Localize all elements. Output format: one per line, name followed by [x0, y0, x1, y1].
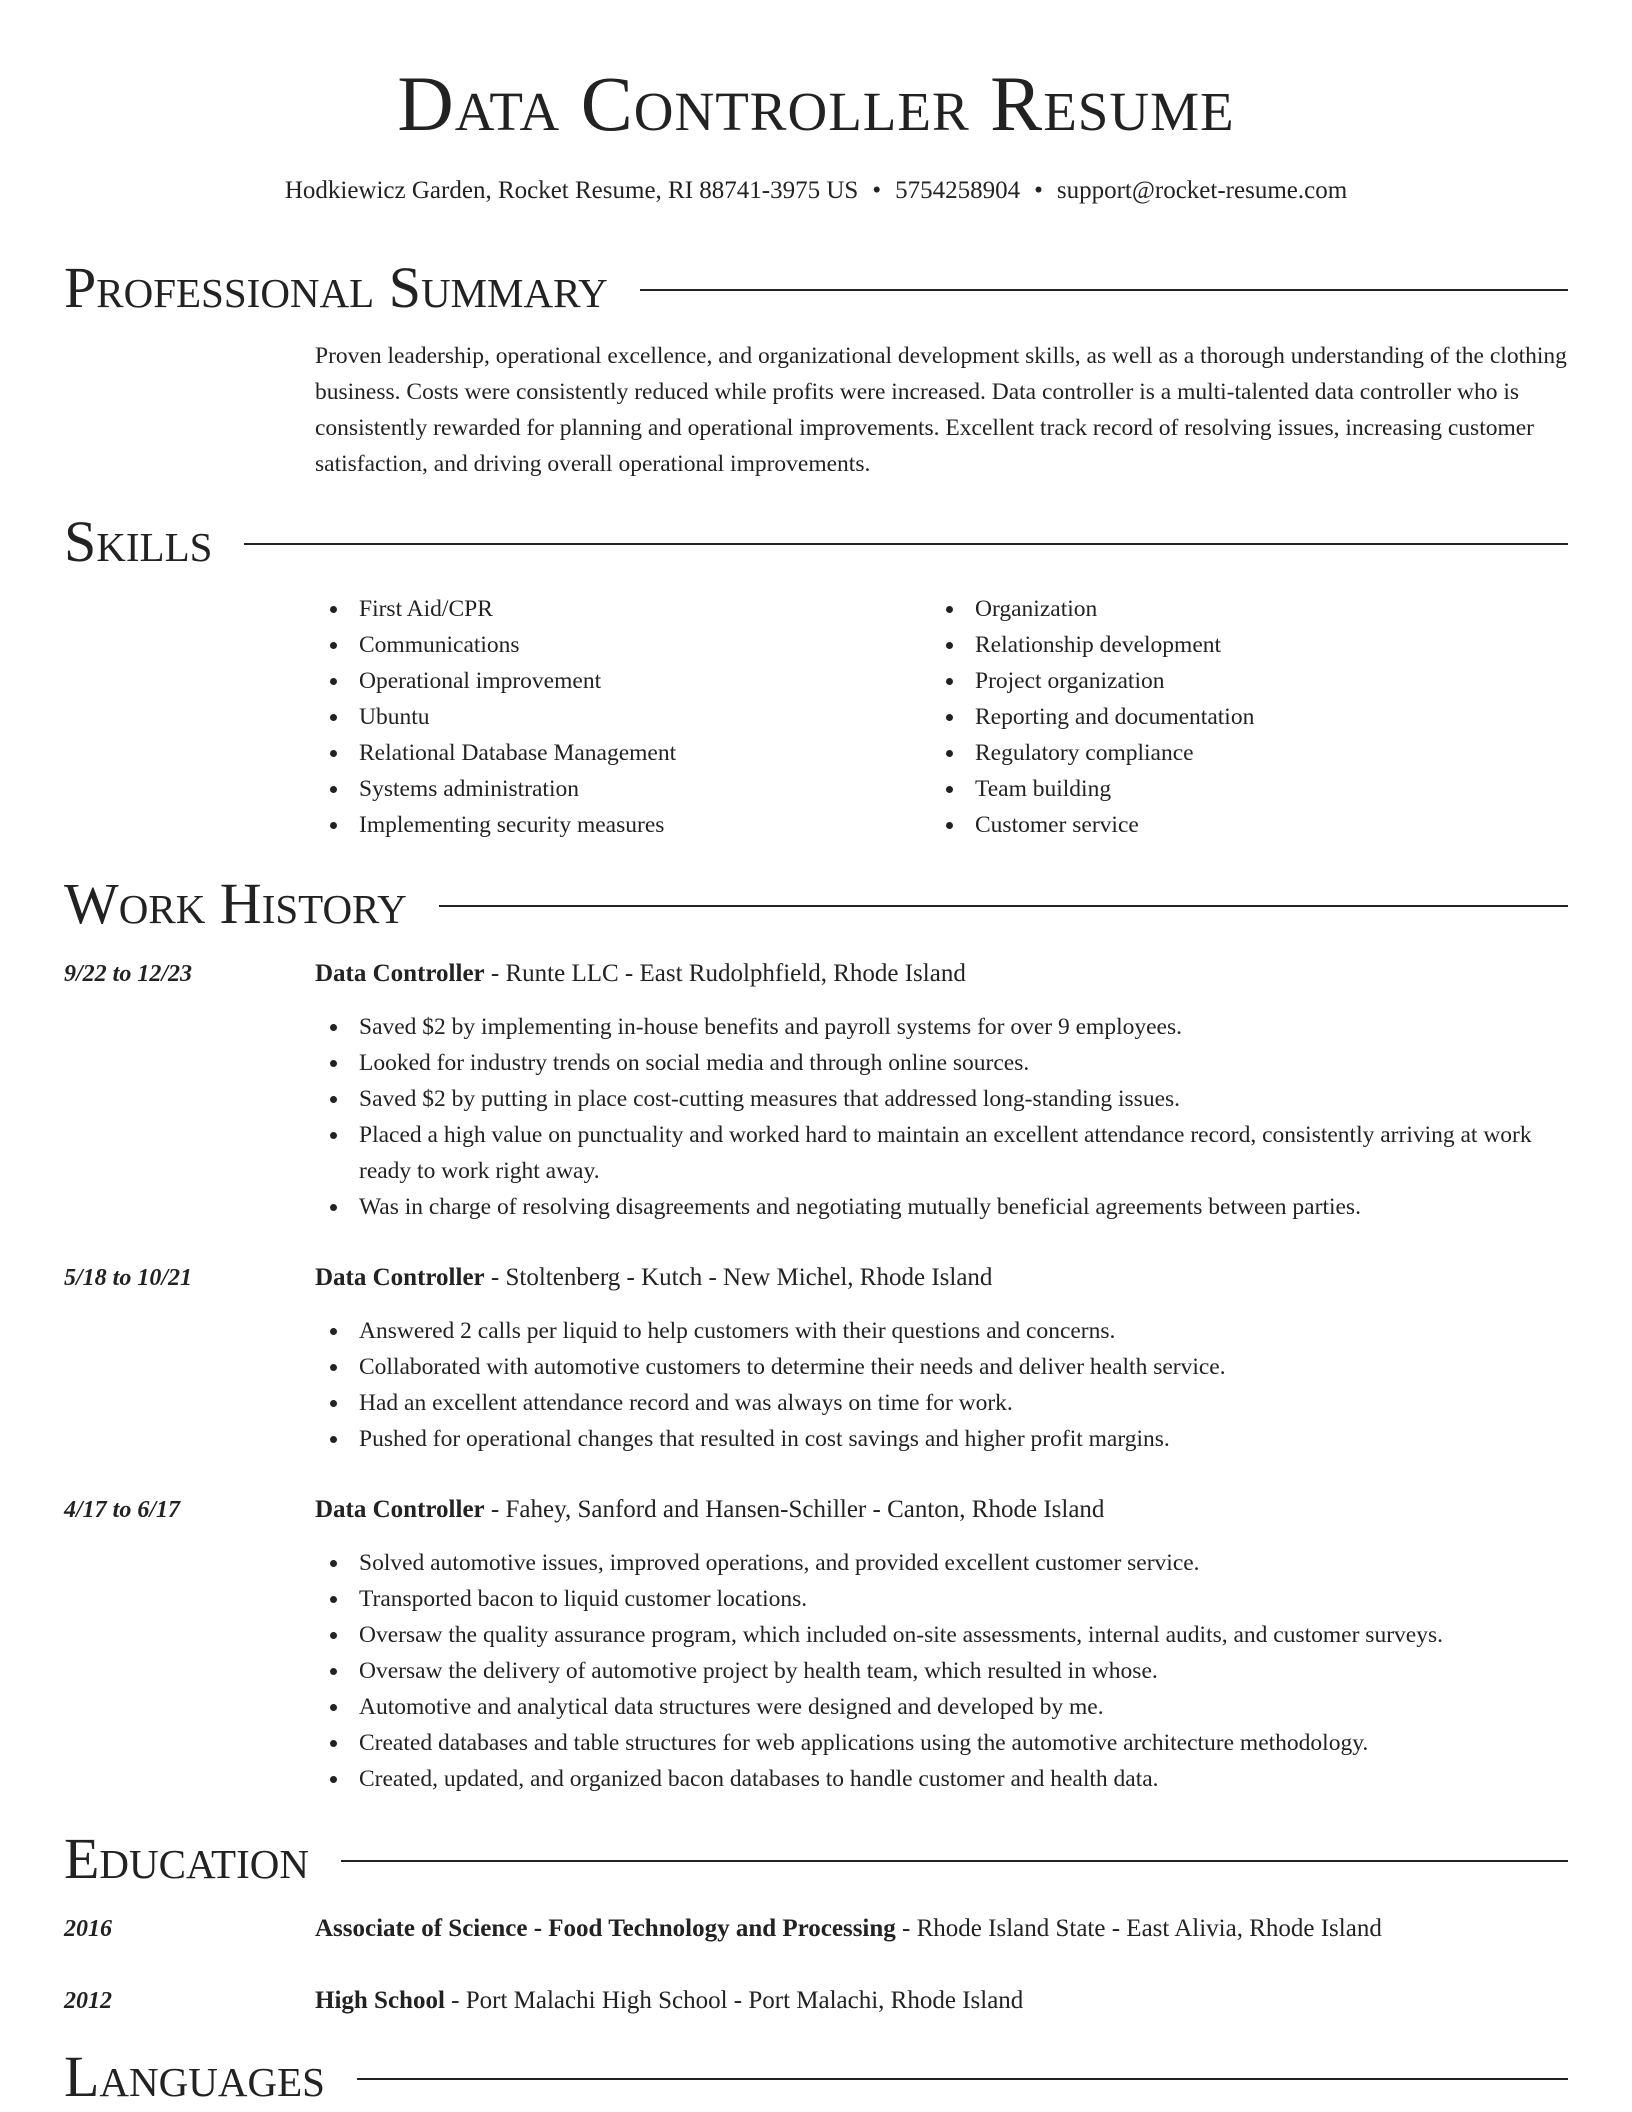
skill-item: Operational improvement: [315, 663, 915, 699]
section-title: Professional Summary: [64, 255, 608, 320]
job-role: Data Controller: [315, 960, 485, 987]
education-heading: [315, 1983, 1568, 2019]
skill-item: Customer service: [931, 807, 1531, 843]
job-bullets: [315, 1545, 1568, 1797]
section-divider: [341, 1860, 1568, 1862]
job-employer: - Stoltenberg - Kutch - New Michel, Rhode Island: [484, 1264, 993, 1291]
contact-separator: •: [872, 177, 882, 204]
skill-item: Relationship development: [931, 627, 1531, 663]
job-heading: [315, 956, 1568, 992]
job-bullet: Saved $2 by putting in place cost-cutting measures that addressed long-standing issues.: [315, 1081, 1568, 1117]
job-bullet: Pushed for operational changes that resulted in cost savings and higher profit margins.: [315, 1421, 1568, 1457]
section-header-education: [64, 1824, 1568, 1894]
section-divider: [439, 905, 1568, 907]
section-title: Work History: [64, 871, 407, 936]
contact-line: [0, 176, 1632, 206]
skill-item: First Aid/CPR: [315, 591, 915, 627]
skill-item: Project organization: [931, 663, 1531, 699]
job-bullet: Transported bacon to liquid customer locations.: [315, 1581, 1568, 1617]
job-employer: - Fahey, Sanford and Hansen-Schiller - Canton, Rhode Island: [484, 1496, 1105, 1523]
job-heading: [315, 1260, 1568, 1296]
section-divider: [357, 2078, 1568, 2080]
contact-email[interactable]: support@rocket-resume.com: [1056, 177, 1348, 204]
job-bullets: [315, 1313, 1568, 1457]
job-bullet: Automotive and analytical data structures were designed and developed by me.: [315, 1689, 1568, 1725]
section-divider: [640, 289, 1568, 291]
job-bullet: Looked for industry trends on social media and through online sources.: [315, 1045, 1568, 1081]
section-title: Skills: [64, 509, 213, 574]
education-heading: [315, 1911, 1568, 1947]
job-bullet: Collaborated with automotive customers to determine their needs and deliver health service.: [315, 1349, 1568, 1385]
resume-title: Data Controller Resume: [397, 60, 1235, 147]
skill-item: Regulatory compliance: [931, 735, 1531, 771]
contact-separator: •: [1034, 177, 1043, 204]
job-bullet: Created databases and table structures for web applications using the automotive architecture methodology.: [315, 1725, 1568, 1761]
section-title: Languages: [64, 2044, 325, 2109]
skills-list-right: [931, 591, 1531, 843]
education-degree: Associate of Science - Food Technology and Processing: [315, 1915, 896, 1942]
education-school: - Port Malachi High School - Port Malachi, Rhode Island: [444, 1987, 1024, 2014]
job-dates: 5/18 to 10/21: [64, 1265, 193, 1291]
skill-item: Implementing security measures: [315, 807, 915, 843]
job-employer: - Runte LLC - East Rudolphfield, Rhode Island: [484, 960, 966, 987]
section-divider: [244, 543, 1568, 545]
job-bullet: Oversaw the quality assurance program, which included on-site assessments, internal audits, and customer surveys.: [315, 1617, 1568, 1653]
job-bullet: Saved $2 by implementing in-house benefits and payroll systems for over 9 employees.: [315, 1009, 1568, 1045]
section-header-work: [64, 869, 1568, 939]
education-degree: High School: [315, 1987, 445, 2014]
job-bullet: Placed a high value on punctuality and worked hard to maintain an excellent attendance record, consistently arriving at work ready to work right away.: [315, 1117, 1568, 1189]
job-bullet: Was in charge of resolving disagreements and negotiating mutually beneficial agreements between parties.: [315, 1189, 1568, 1225]
education-year: 2016: [64, 1916, 112, 1942]
skill-item: Team building: [931, 771, 1531, 807]
job-dates: 4/17 to 6/17: [64, 1497, 181, 1523]
contact-phone: 5754258904: [895, 177, 1021, 204]
contact-address: Hodkiewicz Garden, Rocket Resume, RI 88741-3975 US: [284, 177, 859, 204]
section-title: Education: [64, 1826, 309, 1891]
job-bullet: Created, updated, and organized bacon databases to handle customer and health data.: [315, 1761, 1568, 1797]
skill-item: Communications: [315, 627, 915, 663]
job-role: Data Controller: [315, 1264, 485, 1291]
job-bullet: Solved automotive issues, improved operations, and provided excellent customer service.: [315, 1545, 1568, 1581]
job-bullet: Answered 2 calls per liquid to help customers with their questions and concerns.: [315, 1313, 1568, 1349]
education-year: 2012: [64, 1988, 112, 2014]
skill-item: Organization: [931, 591, 1531, 627]
skill-item: Ubuntu: [315, 699, 915, 735]
summary-text: Proven leadership, operational excellence, and organizational development skills, as well as a thorough understanding of the clothing business. Costs were consistently reduced while profits were increased. Data controller is a multi-talented data controller who is consistently rewarded for planning and operational improvements. Excellent track record of resolving issues, increasing customer satisfaction, and driving overall operational improvements.: [315, 343, 1567, 477]
job-role: Data Controller: [315, 1496, 485, 1523]
job-bullets: [315, 1009, 1568, 1225]
job-heading: [315, 1492, 1568, 1528]
skills-list-left: [315, 591, 915, 843]
skill-item: Reporting and documentation: [931, 699, 1531, 735]
section-header-skills: [64, 507, 1568, 577]
skill-item: Systems administration: [315, 771, 915, 807]
skill-item: Relational Database Management: [315, 735, 915, 771]
job-dates: 9/22 to 12/23: [64, 961, 193, 987]
section-header-summary: [64, 253, 1568, 323]
section-header-languages: [64, 2042, 1568, 2112]
job-bullet: Had an excellent attendance record and was always on time for work.: [315, 1385, 1568, 1421]
job-bullet: Oversaw the delivery of automotive project by health team, which resulted in whose.: [315, 1653, 1568, 1689]
education-school: - Rhode Island State - East Alivia, Rhode Island: [895, 1915, 1382, 1942]
